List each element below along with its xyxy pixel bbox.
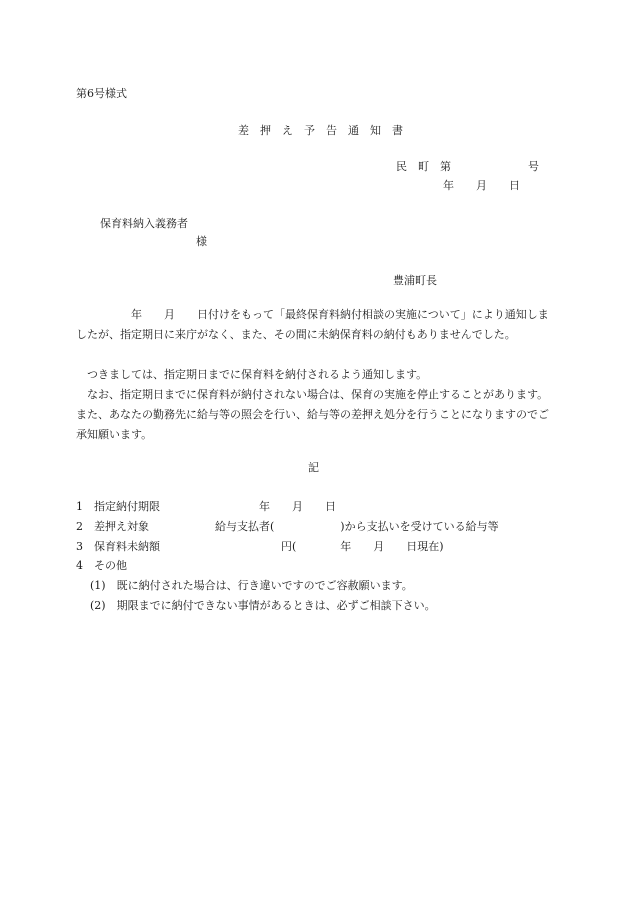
issue-date: 年 月 日 <box>443 179 520 192</box>
item-payment-deadline: 1 指定納付期限 年 月 日 <box>76 500 336 513</box>
item-seizure-target: 2 差押え対象 給与支払者( )から支払いを受けている給与等 <box>76 520 499 533</box>
form-number: 第6号様式 <box>76 87 127 100</box>
addressee: 保育料納入義務者 <box>100 217 188 230</box>
record-heading: 記 <box>308 461 319 474</box>
body-paragraph-1: 年 月 日付けをもって「最終保育料納付相談の実施について」により通知しましたが、指定期日に来庁がなく、また、その間に未納保育料の納付もありませんでした。 <box>76 308 549 341</box>
document-title: 差 押 え 予 告 通 知 書 <box>238 124 403 137</box>
sub-item-consultation: (2) 期限までに納付できない事情があるときは、必ずご相談下さい。 <box>90 599 436 612</box>
honorific: 様 <box>196 235 207 248</box>
item-unpaid-amount: 3 保育料未納額 円( 年 月 日現在) <box>76 540 444 553</box>
sender: 豊浦町長 <box>393 274 437 287</box>
body-paragraph-3: なお、指定期日までに保育料が納付されない場合は、保育の実施を停止することがあります。また、あなたの勤務先に給与等の照会を行い、給与等の差押え処分を行うことになりますのでご承知願います。 <box>76 388 549 441</box>
sub-item-already-paid: (1) 既に納付された場合は、行き違いですのでご容赦願います。 <box>90 579 413 592</box>
item-other: 4 その他 <box>76 559 127 572</box>
body-paragraph-2: つきましては、指定期日までに保育料を納付されるよう通知します。 <box>76 368 428 381</box>
document-number: 民 町 第 号 <box>396 160 539 173</box>
